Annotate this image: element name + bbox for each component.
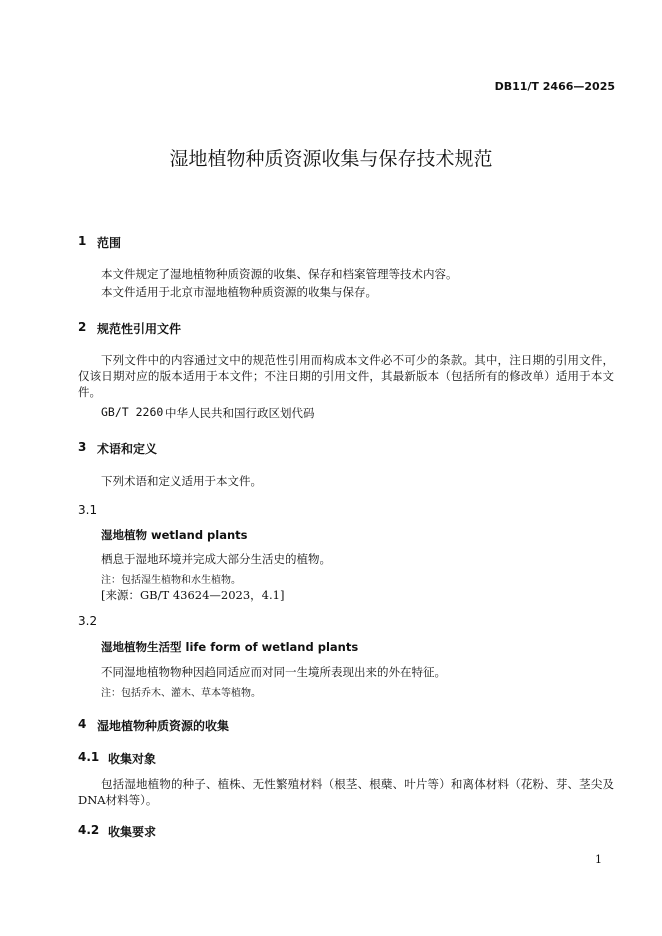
- term-definition: 栖息于湿地环境并完成大部分生活史的植物。: [101, 552, 331, 566]
- document-title: 湿地植物种质资源收集与保存技术规范: [169, 148, 493, 170]
- section-number: 1: [78, 234, 87, 248]
- document-code: DB11/T 2466—2025: [494, 80, 615, 93]
- section-number: 4: [78, 717, 87, 731]
- term-number: 3.1: [78, 503, 98, 517]
- paragraph: 本文件适用于北京市湿地植物种质资源的收集与保存。: [101, 285, 377, 299]
- reference-code: GB/T 2260: [101, 405, 164, 419]
- paragraph: 本文件规定了湿地植物种质资源的收集、保存和档案管理等技术内容。: [101, 267, 458, 281]
- term-source: [来源：GB/T 43624—2023，4.1]: [101, 588, 285, 602]
- subsection-number: 4.1: [78, 750, 100, 764]
- paragraph: 下列文件中的内容通过文中的规范性引用而构成本文件必不可少的条款。其中，注日期的引用文件，仅该日期对应的版本适用于本文件；不注日期的引用文件，其最新版本（包括所有的修改单）适用于本文件。: [78, 353, 614, 399]
- section-heading: 术语和定义: [97, 442, 158, 456]
- section-heading: 范围: [97, 236, 122, 250]
- page-number: 1: [595, 853, 602, 866]
- paragraph: 下列术语和定义适用于本文件。: [101, 474, 262, 488]
- reference-title: 中华人民共和国行政区划代码: [165, 406, 315, 420]
- term-name: 湿地植物 wetland plants: [101, 528, 248, 542]
- paragraph: 包括湿地植物的种子、植株、无性繁殖材料（根茎、根蘖、叶片等）和离体材料（花粉、芽、茎尖及DNA材料等）。: [78, 777, 614, 807]
- term-note: 注：包括乔木、灌木、草本等植物。: [101, 688, 261, 699]
- section-number: 2: [78, 320, 87, 334]
- term-name: 湿地植物生活型 life form of wetland plants: [101, 640, 359, 654]
- section-heading: 规范性引用文件: [97, 322, 182, 336]
- term-definition: 不同湿地植物物种因趋同适应而对同一生境所表现出来的外在特征。: [101, 665, 446, 679]
- term-note: 注：包括湿生植物和水生植物。: [101, 575, 241, 586]
- section-heading: 湿地植物种质资源的收集: [97, 719, 230, 733]
- subsection-heading: 收集要求: [108, 825, 157, 839]
- section-number: 3: [78, 440, 87, 454]
- term-number: 3.2: [78, 614, 98, 628]
- subsection-number: 4.2: [78, 823, 100, 837]
- subsection-heading: 收集对象: [108, 752, 157, 766]
